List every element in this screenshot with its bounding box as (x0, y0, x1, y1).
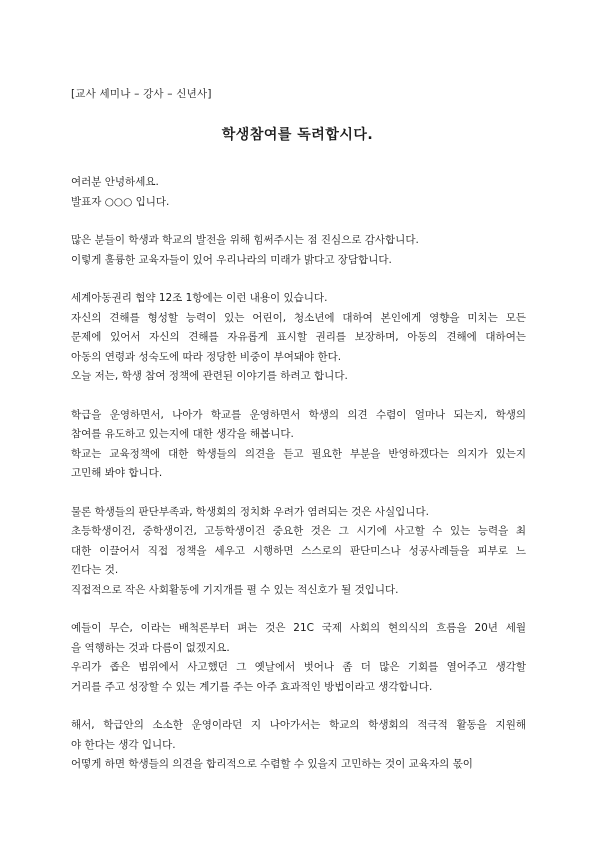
text-line: 학급을 운영하면서, 나아가 학교를 운영하면서 학생의 의견 수렴이 얼마나 되는지, 학생의 (71, 408, 526, 421)
text-line: 발표자 ○○○ 입니다. (71, 195, 170, 208)
text-line: 세계아동권리 협약 12조 1항에는 이런 내용이 있습니다. (71, 292, 328, 304)
paragraph (71, 231, 526, 270)
text-line: 야 한다는 생각 입니다. (71, 738, 176, 751)
text-line: 많은 분들이 학생과 학교의 발전을 위해 힘써주시는 점 진심으로 감사합니다. (71, 234, 419, 246)
text-line: 낀다는 것. (71, 564, 119, 576)
text-line: 고민해 봐야 합니다. (71, 467, 163, 479)
paragraph (71, 289, 526, 387)
text-line: 직접적으로 작은 사회활동에 기지개를 펼 수 있는 적신호가 될 것입니다. (71, 583, 399, 596)
text-line: 물론 학생들의 판단부족과, 학생회의 정치화 우려가 염려되는 것은 사실입니다. (71, 505, 429, 518)
paragraph (71, 619, 526, 697)
paragraph (71, 503, 526, 601)
text-line: 초등학생이건, 중학생이건, 고등학생이건 중요한 것은 그 시기에 사고할 수 있는 능력을 최 (71, 525, 526, 537)
text-line: 예들이 무슨, 이라는 배척론부터 펴는 것은 21C 국제 사회의 현의식의 흐름을 20년 세월 (71, 622, 526, 634)
text-line: 참여를 유도하고 있는지에 대한 생각을 해봅니다. (71, 428, 294, 440)
text-line: 여러분 안녕하세요. (71, 176, 159, 188)
text-line: 오늘 저는, 학생 참여 정책에 관련된 이야기를 하려고 합니다. (71, 370, 348, 382)
text-line: 아동의 연령과 성숙도에 따라 정당한 비중이 부여돼야 한다. (71, 350, 342, 363)
document-title: 학생참여를 독려합시다. (221, 127, 374, 143)
text-line: 거리를 주고 성장할 수 있는 계기를 주는 아주 효과적인 방법이라고 생각합니다. (71, 680, 433, 693)
paragraph (71, 406, 526, 484)
paragraph (71, 173, 526, 212)
text-line: 자신의 견해를 형성할 능력이 있는 어린이, 청소년에 대하여 본인에게 영향을 미치는 모든 (71, 311, 526, 324)
text-line: 우리가 좁은 범위에서 사고했던 그 옛날에서 벗어나 좀 더 많은 기회를 열어주고 생각할 (71, 661, 526, 673)
text-line: 문제에 있어서 자신의 견해를 자유롭게 표시할 권리를 보장하며, 아동의 견해에 대하여는 (71, 331, 526, 343)
text-line: 을 역행하는 것과 다름이 없겠지요. (71, 641, 230, 654)
header-tag: [교사 세미나 – 강사 – 신년사] (71, 88, 212, 100)
text-line: 해서, 학급안의 소소한 운영이라던 지 나아가서는 학교의 학생회의 적극적 활동을 지원해 (71, 719, 526, 731)
text-line: 대한 이끌어서 직접 정책을 세우고 시행하면 스스로의 판단미스나 성공사례들을 피부로 느 (71, 544, 526, 557)
paragraph (71, 716, 526, 775)
text-line: 학교는 교육정책에 대한 학생들의 의견을 듣고 필요한 부분을 반영하겠다는 의지가 있는지 (71, 447, 526, 460)
document-body (71, 173, 526, 794)
text-line: 어떻게 하면 학생들의 의견을 합리적으로 수렴할 수 있을지 고민하는 것이 교육자의 몫이 (71, 758, 473, 770)
text-line: 이렇게 훌륭한 교육자들이 있어 우리나라의 미래가 밝다고 장담합니다. (71, 253, 392, 266)
